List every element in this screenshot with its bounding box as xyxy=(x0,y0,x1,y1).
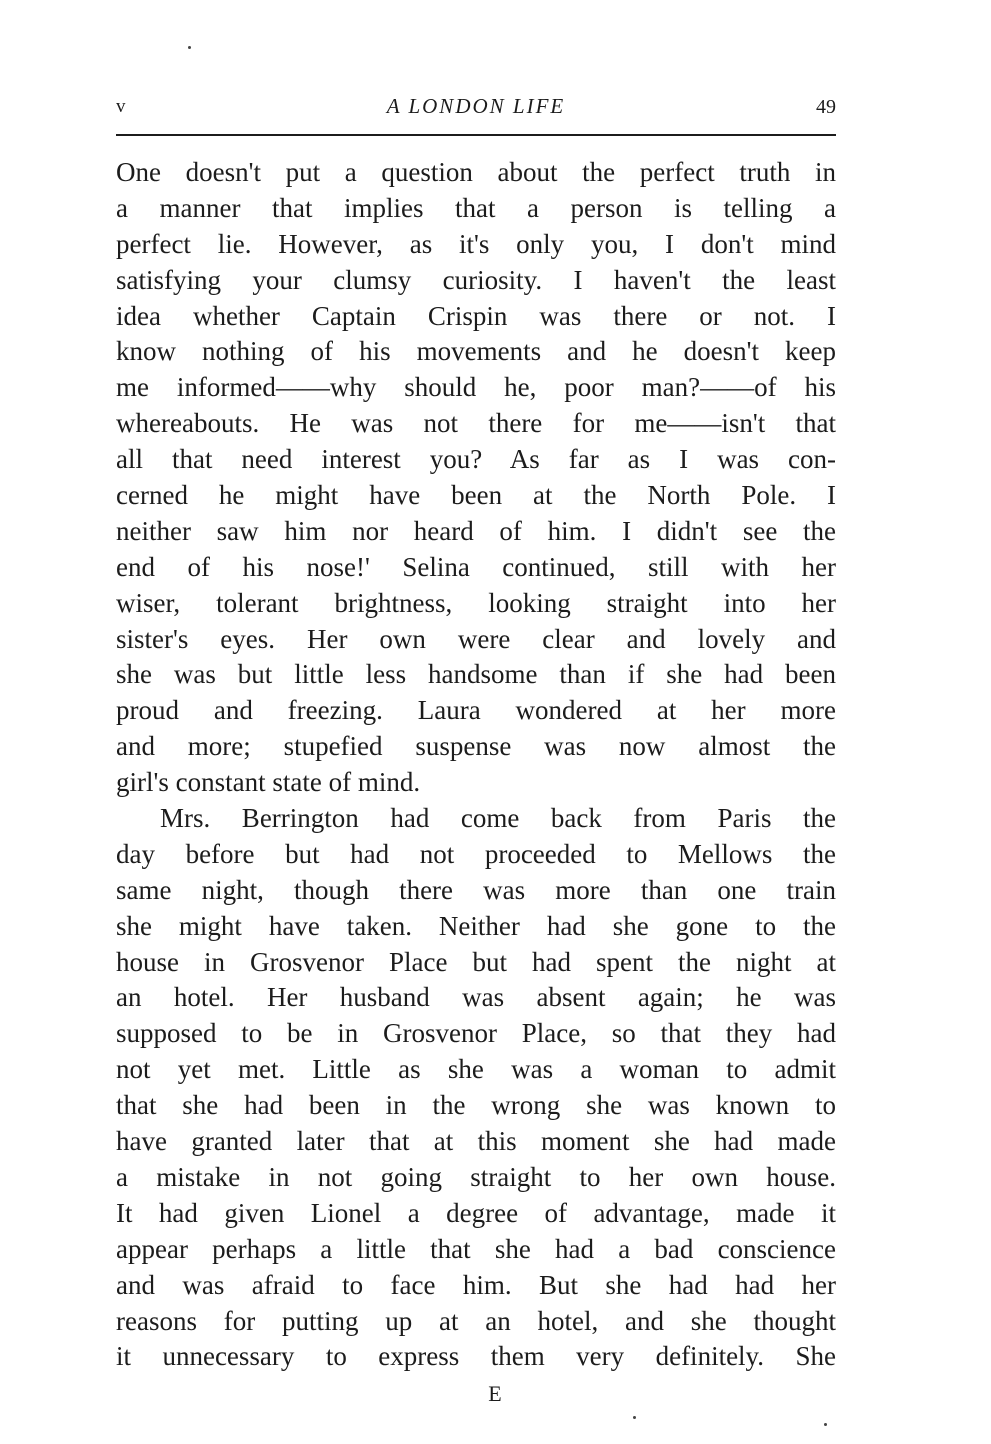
text-line: whereabouts. He was not there for me——isn't that xyxy=(116,408,836,439)
signature-mark: E xyxy=(488,1381,503,1406)
text-line: satisfying your clumsy curiosity. I haven't the least xyxy=(116,264,836,295)
text-line: supposed to be in Grosvenor Place, so that they had xyxy=(116,1018,836,1049)
text-line: appear perhaps a little that she had a bad conscience xyxy=(116,1233,836,1264)
text-line: have granted later that at this moment she had made xyxy=(116,1126,836,1157)
text-line: she might have taken. Neither had she gone to the xyxy=(116,910,836,941)
text-line: an hotel. Her husband was absent again; he was xyxy=(116,982,836,1013)
text-line: a mistake in not going straight to her own house. xyxy=(116,1161,836,1192)
text-line: idea whether Captain Crispin was there or not. I xyxy=(116,300,836,331)
text-line: me informed——why should he, poor man?——of his xyxy=(116,372,836,403)
text-line: proud and freezing. Laura wondered at her more xyxy=(116,695,836,726)
text-line: neither saw him nor heard of him. I didn't see the xyxy=(116,515,836,546)
paragraph-start-line: Mrs. Berrington had come back from Paris the xyxy=(160,803,836,834)
text-line: and was afraid to face him. But she had had her xyxy=(116,1269,836,1300)
text-line: cerned he might have been at the North Pole. I xyxy=(116,480,836,511)
page-number: 49 xyxy=(816,96,836,118)
text-line: and more; stupefied suspense was now almost the xyxy=(116,731,836,762)
text-line: reasons for putting up at an hotel, and she thought xyxy=(116,1305,836,1336)
running-header xyxy=(116,92,836,122)
text-line: day before but had not proceeded to Mellows the xyxy=(116,838,836,869)
paper-speck xyxy=(824,1423,827,1426)
text-line: a manner that implies that a person is telling a xyxy=(116,192,836,223)
text-line: It had given Lionel a degree of advantage, made it xyxy=(116,1197,836,1228)
text-line: same night, though there was more than one train xyxy=(116,874,836,905)
header-rule xyxy=(116,134,836,136)
body-text xyxy=(116,155,836,1375)
paper-speck xyxy=(633,1416,636,1419)
chapter-number: v xyxy=(116,96,127,117)
text-line: that she had been in the wrong she was known to xyxy=(116,1090,836,1121)
text-line: One doesn't put a question about the perfect truth in xyxy=(116,157,836,187)
text-line: all that need interest you? As far as I was con- xyxy=(116,444,836,475)
paper-speck xyxy=(188,46,191,49)
paragraph-end-line: girl's constant state of mind. xyxy=(116,767,421,798)
text-line: not yet met. Little as she was a woman to admit xyxy=(116,1054,836,1085)
text-line: perfect lie. However, as it's only you, I don't mind xyxy=(116,228,836,259)
text-line: end of his nose!' Selina continued, still with her xyxy=(116,551,836,582)
text-line: house in Grosvenor Place but had spent the night at xyxy=(116,946,836,977)
text-line: she was but little less handsome than if she had been xyxy=(116,659,836,690)
text-line: sister's eyes. Her own were clear and lovely and xyxy=(116,623,836,654)
running-title: A LONDON LIFE xyxy=(386,94,566,118)
text-line: it unnecessary to express them very definitely. She xyxy=(116,1341,836,1372)
text-line: know nothing of his movements and he doesn't keep xyxy=(116,336,836,367)
text-line: wiser, tolerant brightness, looking straight into her xyxy=(116,587,836,618)
